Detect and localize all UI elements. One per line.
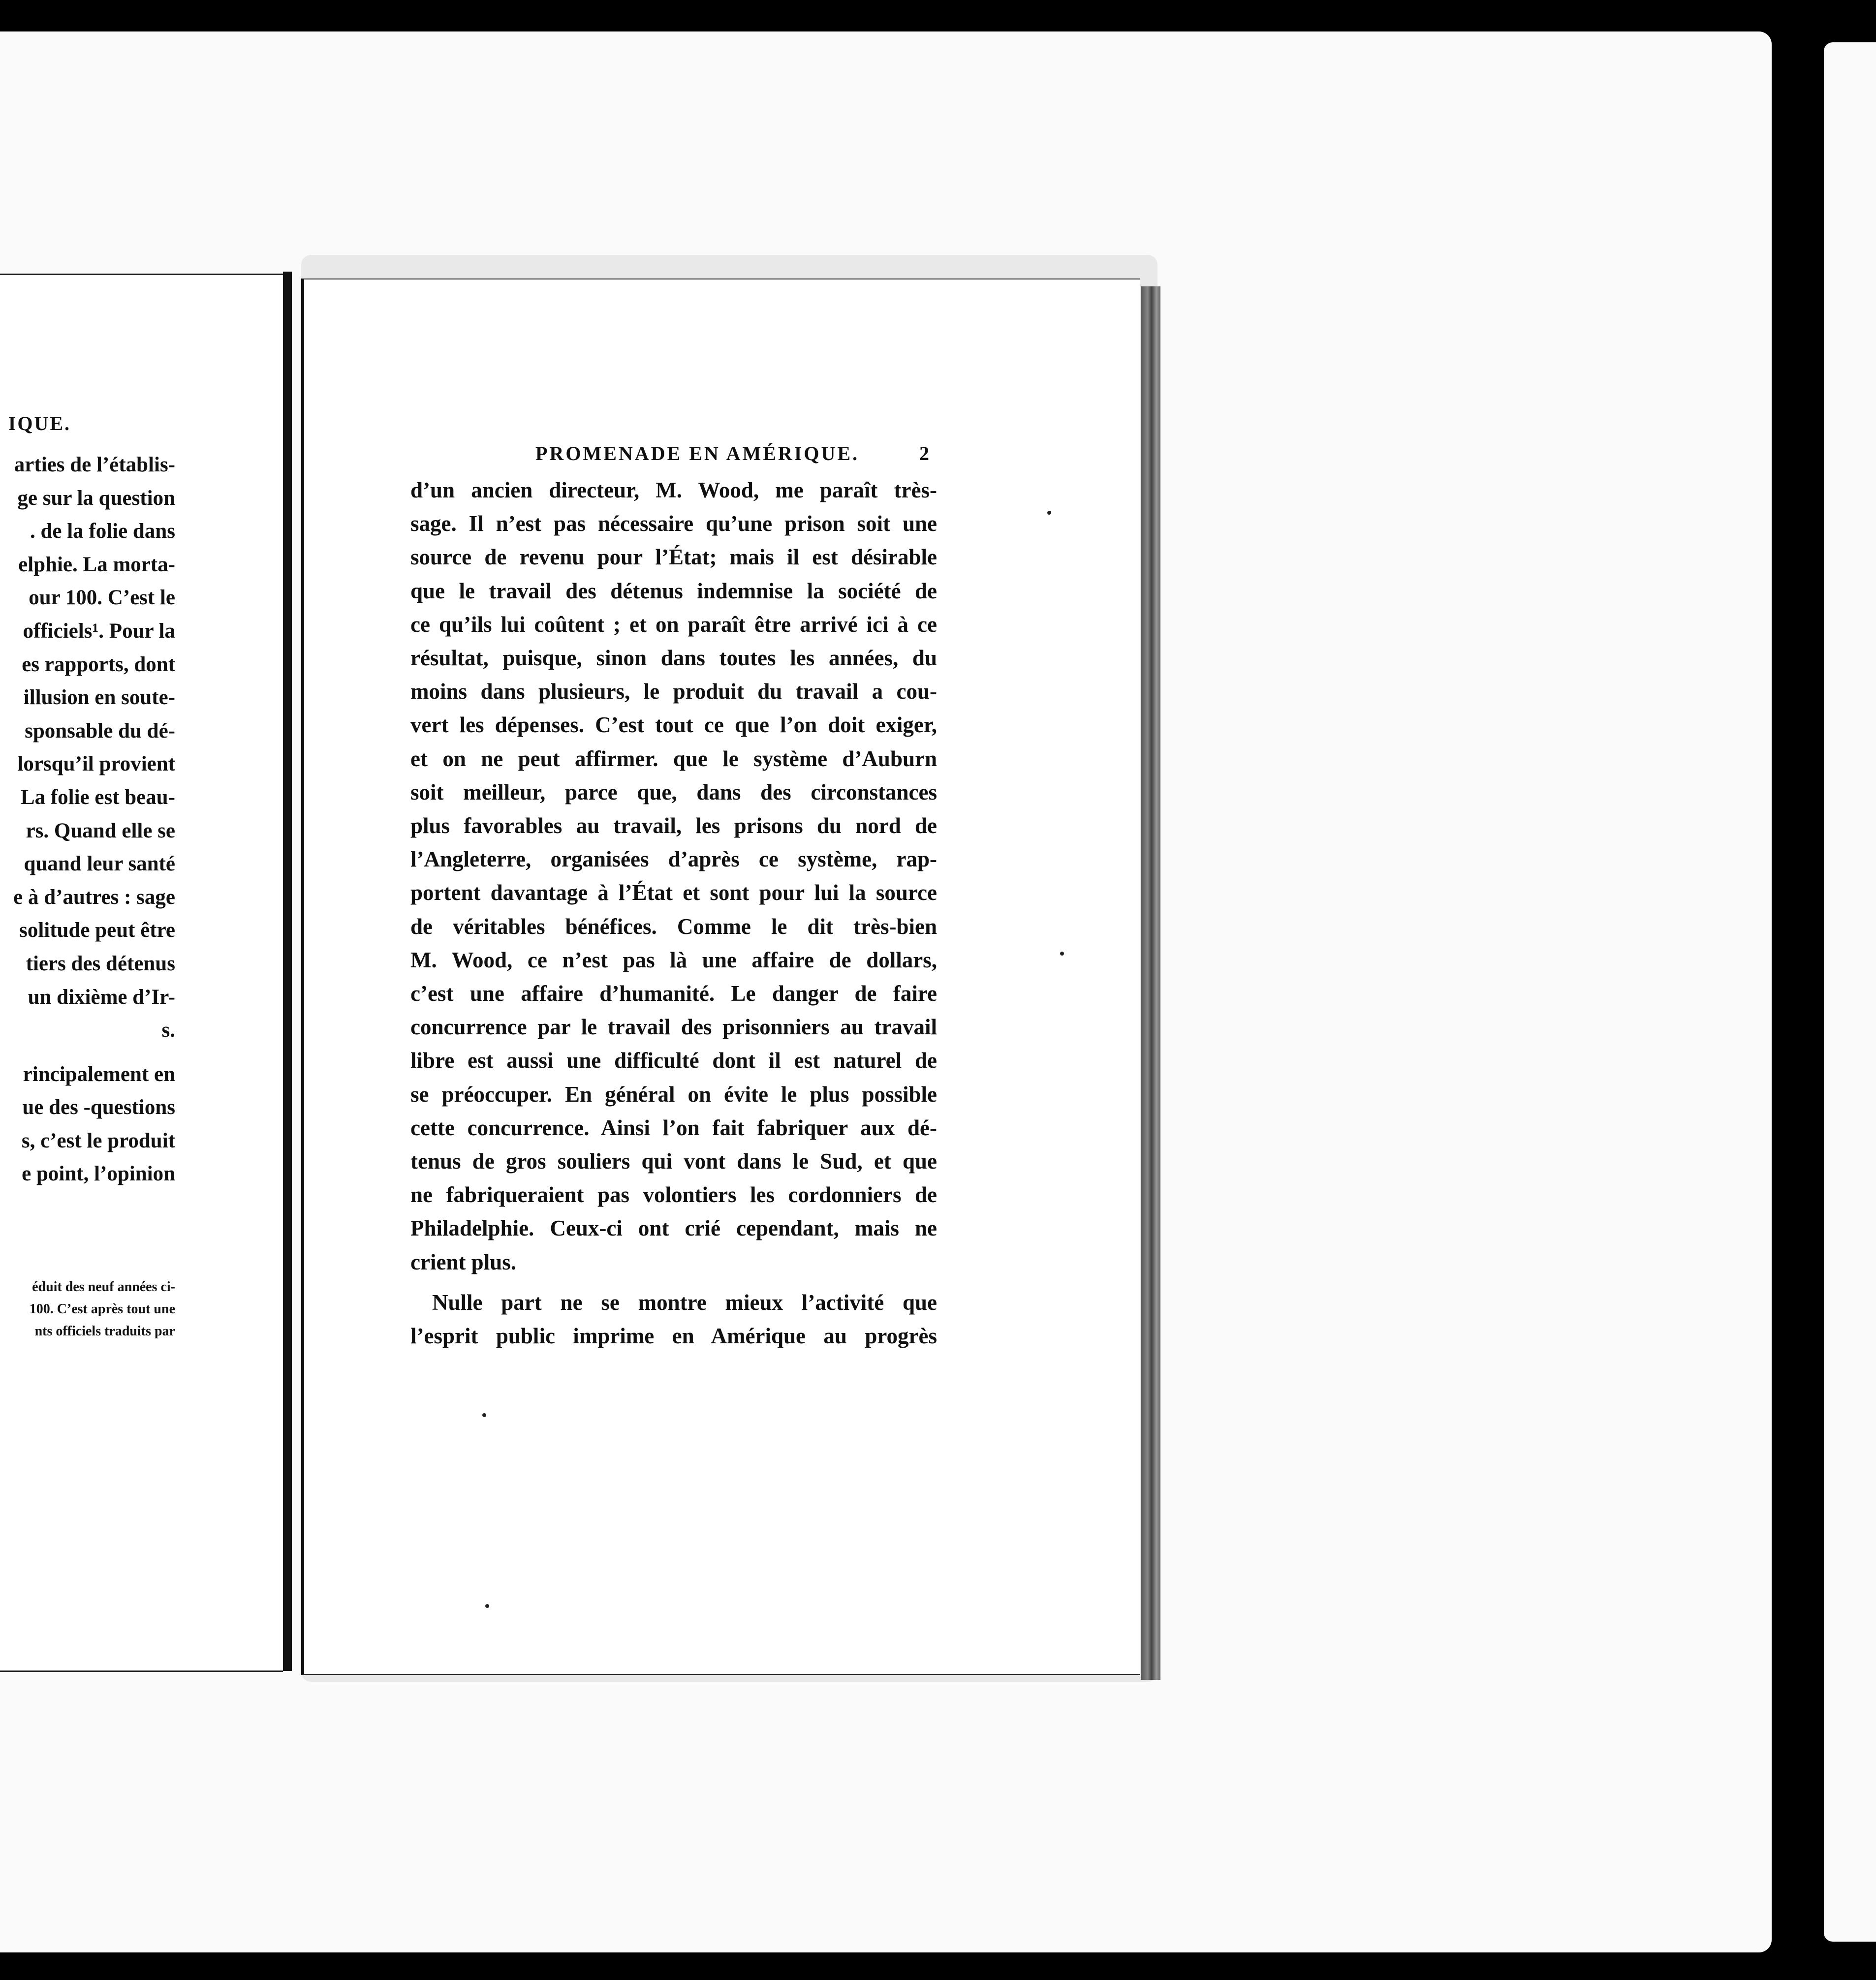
text-line: ce qu’ils lui coûtent ; et on paraît être arrivé ici à ce: [410, 612, 937, 637]
text-line: ge sur la question: [17, 486, 175, 510]
text-line: l’Angleterre, organisées d’après ce système, rap-: [410, 847, 937, 872]
text-line: ue des -questions: [22, 1096, 175, 1119]
text-line: rs. Quand elle se: [26, 819, 175, 842]
text-line: La folie est beau-: [20, 785, 175, 809]
page-edges: [1141, 286, 1160, 1680]
text-line: rincipalement en: [23, 1062, 175, 1086]
text-line: libre est aussi une difficulté dont il est naturel de: [410, 1048, 937, 1073]
text-line: lorsqu’il provient: [17, 752, 175, 776]
left-page-text: [0, 448, 175, 1191]
text-line: illusion en soute-: [23, 686, 175, 710]
dust-speck: [485, 1604, 489, 1608]
left-page-footnote: [0, 1276, 175, 1342]
text-line: résultat, puisque, sinon dans toutes les années, du: [410, 646, 937, 671]
text-line: tenus de gros souliers qui vont dans le Sud, et que: [410, 1149, 937, 1174]
text-line: soit meilleur, parce que, dans des circonstances: [410, 779, 937, 804]
book-gutter: [283, 272, 292, 1671]
text-line: que le travail des détenus indemnise la société de: [410, 578, 937, 603]
text-line: e à d’autres : sage: [13, 885, 175, 909]
text-line: Philadelphie. Ceux-ci ont crié cependant, mais ne: [410, 1216, 937, 1241]
text-line: M. Wood, ce n’est pas là une affaire de dollars,: [410, 947, 937, 972]
text-line: c’est une affaire d’humanité. Le danger de faire: [410, 981, 937, 1006]
text-line: officiels¹. Pour la: [23, 619, 175, 643]
text-line: s.: [161, 1019, 175, 1042]
paragraph-gap: [410, 1279, 937, 1286]
text-line: 100. C’est après tout une: [29, 1301, 175, 1317]
text-line: cette concurrence. Ainsi l’on fait fabriquer aux dé-: [410, 1115, 937, 1140]
next-scan-frame-edge: [1824, 42, 1876, 1942]
text-line: quand leur santé: [24, 852, 175, 876]
left-page: [0, 274, 283, 1672]
text-line: s, c’est le produit: [21, 1129, 175, 1152]
page-number: 2: [919, 442, 929, 464]
text-line: source de revenu pour l’État; mais il est désirable: [410, 545, 937, 570]
text-line: arties de l’établis-: [14, 453, 175, 476]
text-line: solitude peut être: [19, 919, 175, 942]
text-line: et on ne peut affirmer. que le système d’Auburn: [410, 746, 937, 771]
text-line: e point, l’opinion: [22, 1162, 175, 1186]
text-line: l’esprit public imprime en Amérique au progrès: [410, 1324, 937, 1349]
text-line: Nulle part ne se montre mieux l’activité que: [432, 1290, 937, 1315]
text-line: our 100. C’est le: [29, 586, 175, 610]
text-line: concurrence par le travail des prisonniers au travail: [410, 1015, 937, 1040]
text-line: sage. Il n’est pas nécessaire qu’une prison soit une: [410, 511, 937, 536]
text-line: sponsable du dé-: [25, 719, 175, 742]
text-line: ne fabriqueraient pas volontiers les cordonniers de: [410, 1182, 937, 1207]
text-line: éduit des neuf années ci-: [32, 1279, 175, 1295]
dust-speck: [1060, 952, 1064, 956]
text-line: se préoccuper. En général on évite le plus possible: [410, 1082, 937, 1107]
text-line: un dixième d’Ir-: [28, 985, 175, 1009]
text-line: tiers des détenus: [26, 952, 175, 975]
text-line: portent davantage à l’État et sont pour lui la source: [410, 880, 937, 905]
text-line: elphie. La morta-: [18, 553, 175, 576]
running-header: PROMENADE EN AMÉRIQUE.: [535, 442, 860, 464]
paragraph-gap: [0, 1047, 175, 1058]
text-line: de véritables bénéfices. Comme le dit très-bien: [410, 914, 937, 939]
text-line: . de la folie dans: [30, 520, 175, 543]
text-line: vert les dépenses. C’est tout ce que l’on doit exiger,: [410, 712, 937, 738]
text-line: d’un ancien directeur, M. Wood, me paraît très-: [410, 478, 937, 502]
text-line: nts officiels traduits par: [34, 1324, 175, 1339]
dust-speck: [482, 1413, 486, 1417]
text-line: es rapports, dont: [22, 652, 175, 676]
text-line: crient plus.: [410, 1249, 517, 1274]
body-text: [410, 473, 937, 1353]
dust-speck: [1047, 511, 1051, 515]
text-line: moins dans plusieurs, le produit du travail a cou-: [410, 679, 937, 704]
left-running-header: IQUE.: [8, 412, 71, 434]
text-line: plus favorables au travail, les prisons du nord de: [410, 813, 937, 838]
